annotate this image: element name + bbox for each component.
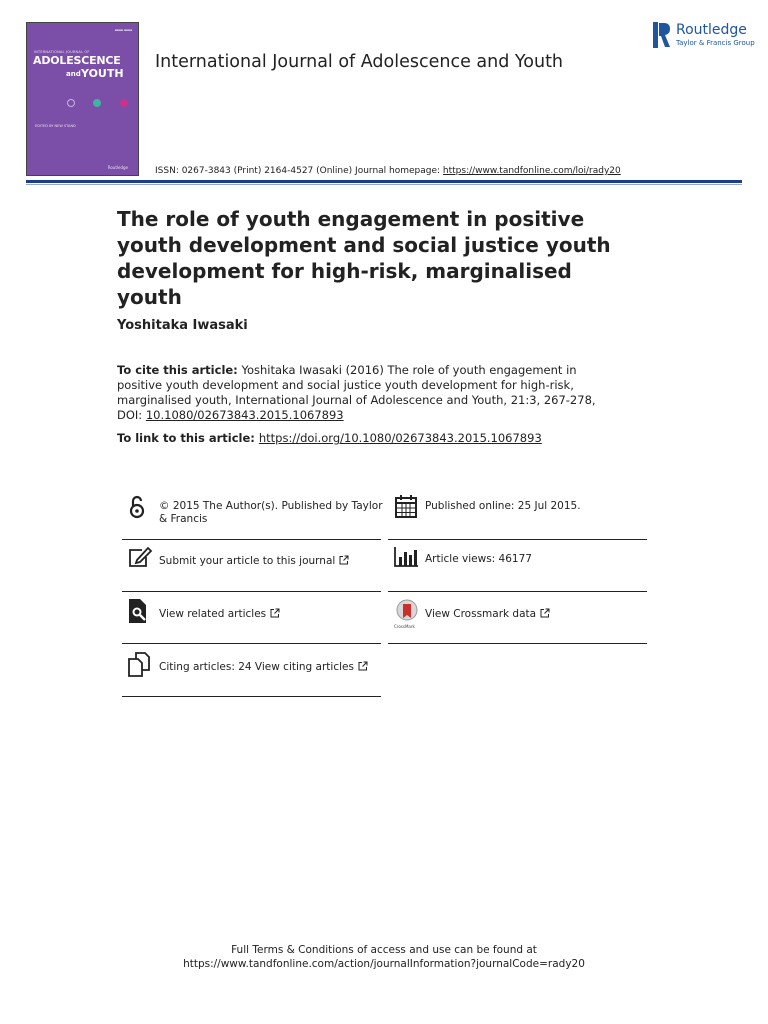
grid-divider	[122, 696, 381, 697]
article-doi-link[interactable]: https://doi.org/10.1080/02673843.2015.1067893	[258, 431, 542, 445]
routledge-logo[interactable]	[653, 22, 755, 50]
license-text: © 2015 The Author(s). Published by Taylor & Francis	[159, 500, 383, 525]
grid-divider	[122, 591, 381, 592]
link-label: To link to this article:	[117, 431, 255, 445]
cover-dot-outline	[67, 99, 75, 107]
cover-editor-line: EDITED BY NEW STAND	[35, 124, 76, 128]
journal-cover-image	[26, 22, 139, 176]
published-cell	[388, 493, 648, 533]
open-access-icon	[124, 494, 150, 520]
grid-divider	[388, 539, 647, 540]
cover-publisher-mark: Routledge	[107, 165, 128, 170]
journal-homepage-link[interactable]: https://www.tandfonline.com/loi/rady20	[442, 166, 621, 176]
cover-small-title: INTERNATIONAL JOURNAL OF	[34, 50, 90, 54]
article-link-line	[117, 431, 542, 445]
cite-label: To cite this article:	[117, 363, 238, 377]
crossmark-link[interactable]	[388, 598, 648, 638]
citing-articles-link[interactable]	[122, 651, 382, 691]
published-text: Published online: 25 Jul 2015.	[425, 500, 581, 512]
bar-chart-icon	[393, 545, 419, 571]
license-cell	[122, 493, 382, 533]
calendar-icon	[393, 493, 419, 519]
article-author: Yoshitaka Iwasaki	[117, 318, 248, 333]
header-divider-thin	[26, 184, 742, 185]
edit-icon	[127, 545, 153, 571]
document-search-icon	[127, 598, 153, 624]
article-views-cell	[388, 545, 648, 585]
cover-word-youth: YOUTH	[81, 67, 124, 80]
cover-dot-teal	[93, 99, 101, 107]
external-link-icon	[358, 661, 368, 671]
article-title: The role of youth engagement in positive youth development and social justice youth development for high-risk, marginalised youth	[117, 207, 611, 309]
cite-doi-link[interactable]: 10.1080/02673843.2015.1067893	[145, 408, 344, 422]
citing-documents-icon	[127, 651, 153, 677]
grid-divider	[122, 643, 381, 644]
external-link-icon	[339, 555, 349, 565]
header-divider	[26, 180, 742, 183]
crossmark-caption: CrossMark	[394, 624, 415, 629]
grid-divider	[388, 591, 647, 592]
views-text: Article views: 46177	[425, 553, 532, 565]
grid-divider	[122, 539, 381, 540]
cover-dot-pink	[120, 99, 128, 107]
grid-divider	[388, 643, 647, 644]
cite-text: Yoshitaka Iwasaki (2016) The role of youth engagement in positive youth development and social justice youth development for high-risk, marginalised youth, International Journal of Adolescence and Youth, 21:3, 267-278, DOI:	[117, 363, 596, 422]
cover-word-and: and	[66, 70, 81, 78]
journal-title: International Journal of Adolescence and Youth	[155, 52, 564, 72]
external-link-icon	[270, 608, 280, 618]
crossmark-icon	[394, 599, 420, 625]
issn-text: ISSN: 0267-3843 (Print) 2164-4527 (Online) Journal homepage:	[155, 166, 443, 176]
footer-terms-link[interactable]: https://www.tandfonline.com/action/journalInformation?journalCode=rady20	[183, 958, 585, 970]
external-link-icon	[540, 608, 550, 618]
issn-line	[155, 166, 621, 176]
terms-footer	[0, 943, 768, 971]
related-articles-link[interactable]	[122, 598, 382, 638]
citing-text: Citing articles: 24 View citing articles	[159, 661, 368, 674]
routledge-r-icon	[653, 22, 671, 48]
footer-line-1: Full Terms & Conditions of access and use can be found at	[231, 944, 537, 956]
related-text: View related articles	[159, 608, 280, 621]
cover-issn: ▪▪▪▪ ▪▪▪▪	[114, 28, 132, 32]
publisher-name: Routledge	[676, 22, 747, 38]
crossmark-text: View Crossmark data	[425, 608, 550, 621]
submit-text: Submit your article to this journal	[159, 555, 349, 568]
citation-block	[117, 363, 617, 423]
submit-article-link[interactable]	[122, 545, 382, 585]
publisher-subtitle: Taylor & Francis Group	[676, 39, 755, 47]
cover-word-adolescence: ADOLESCENCE	[33, 54, 121, 67]
